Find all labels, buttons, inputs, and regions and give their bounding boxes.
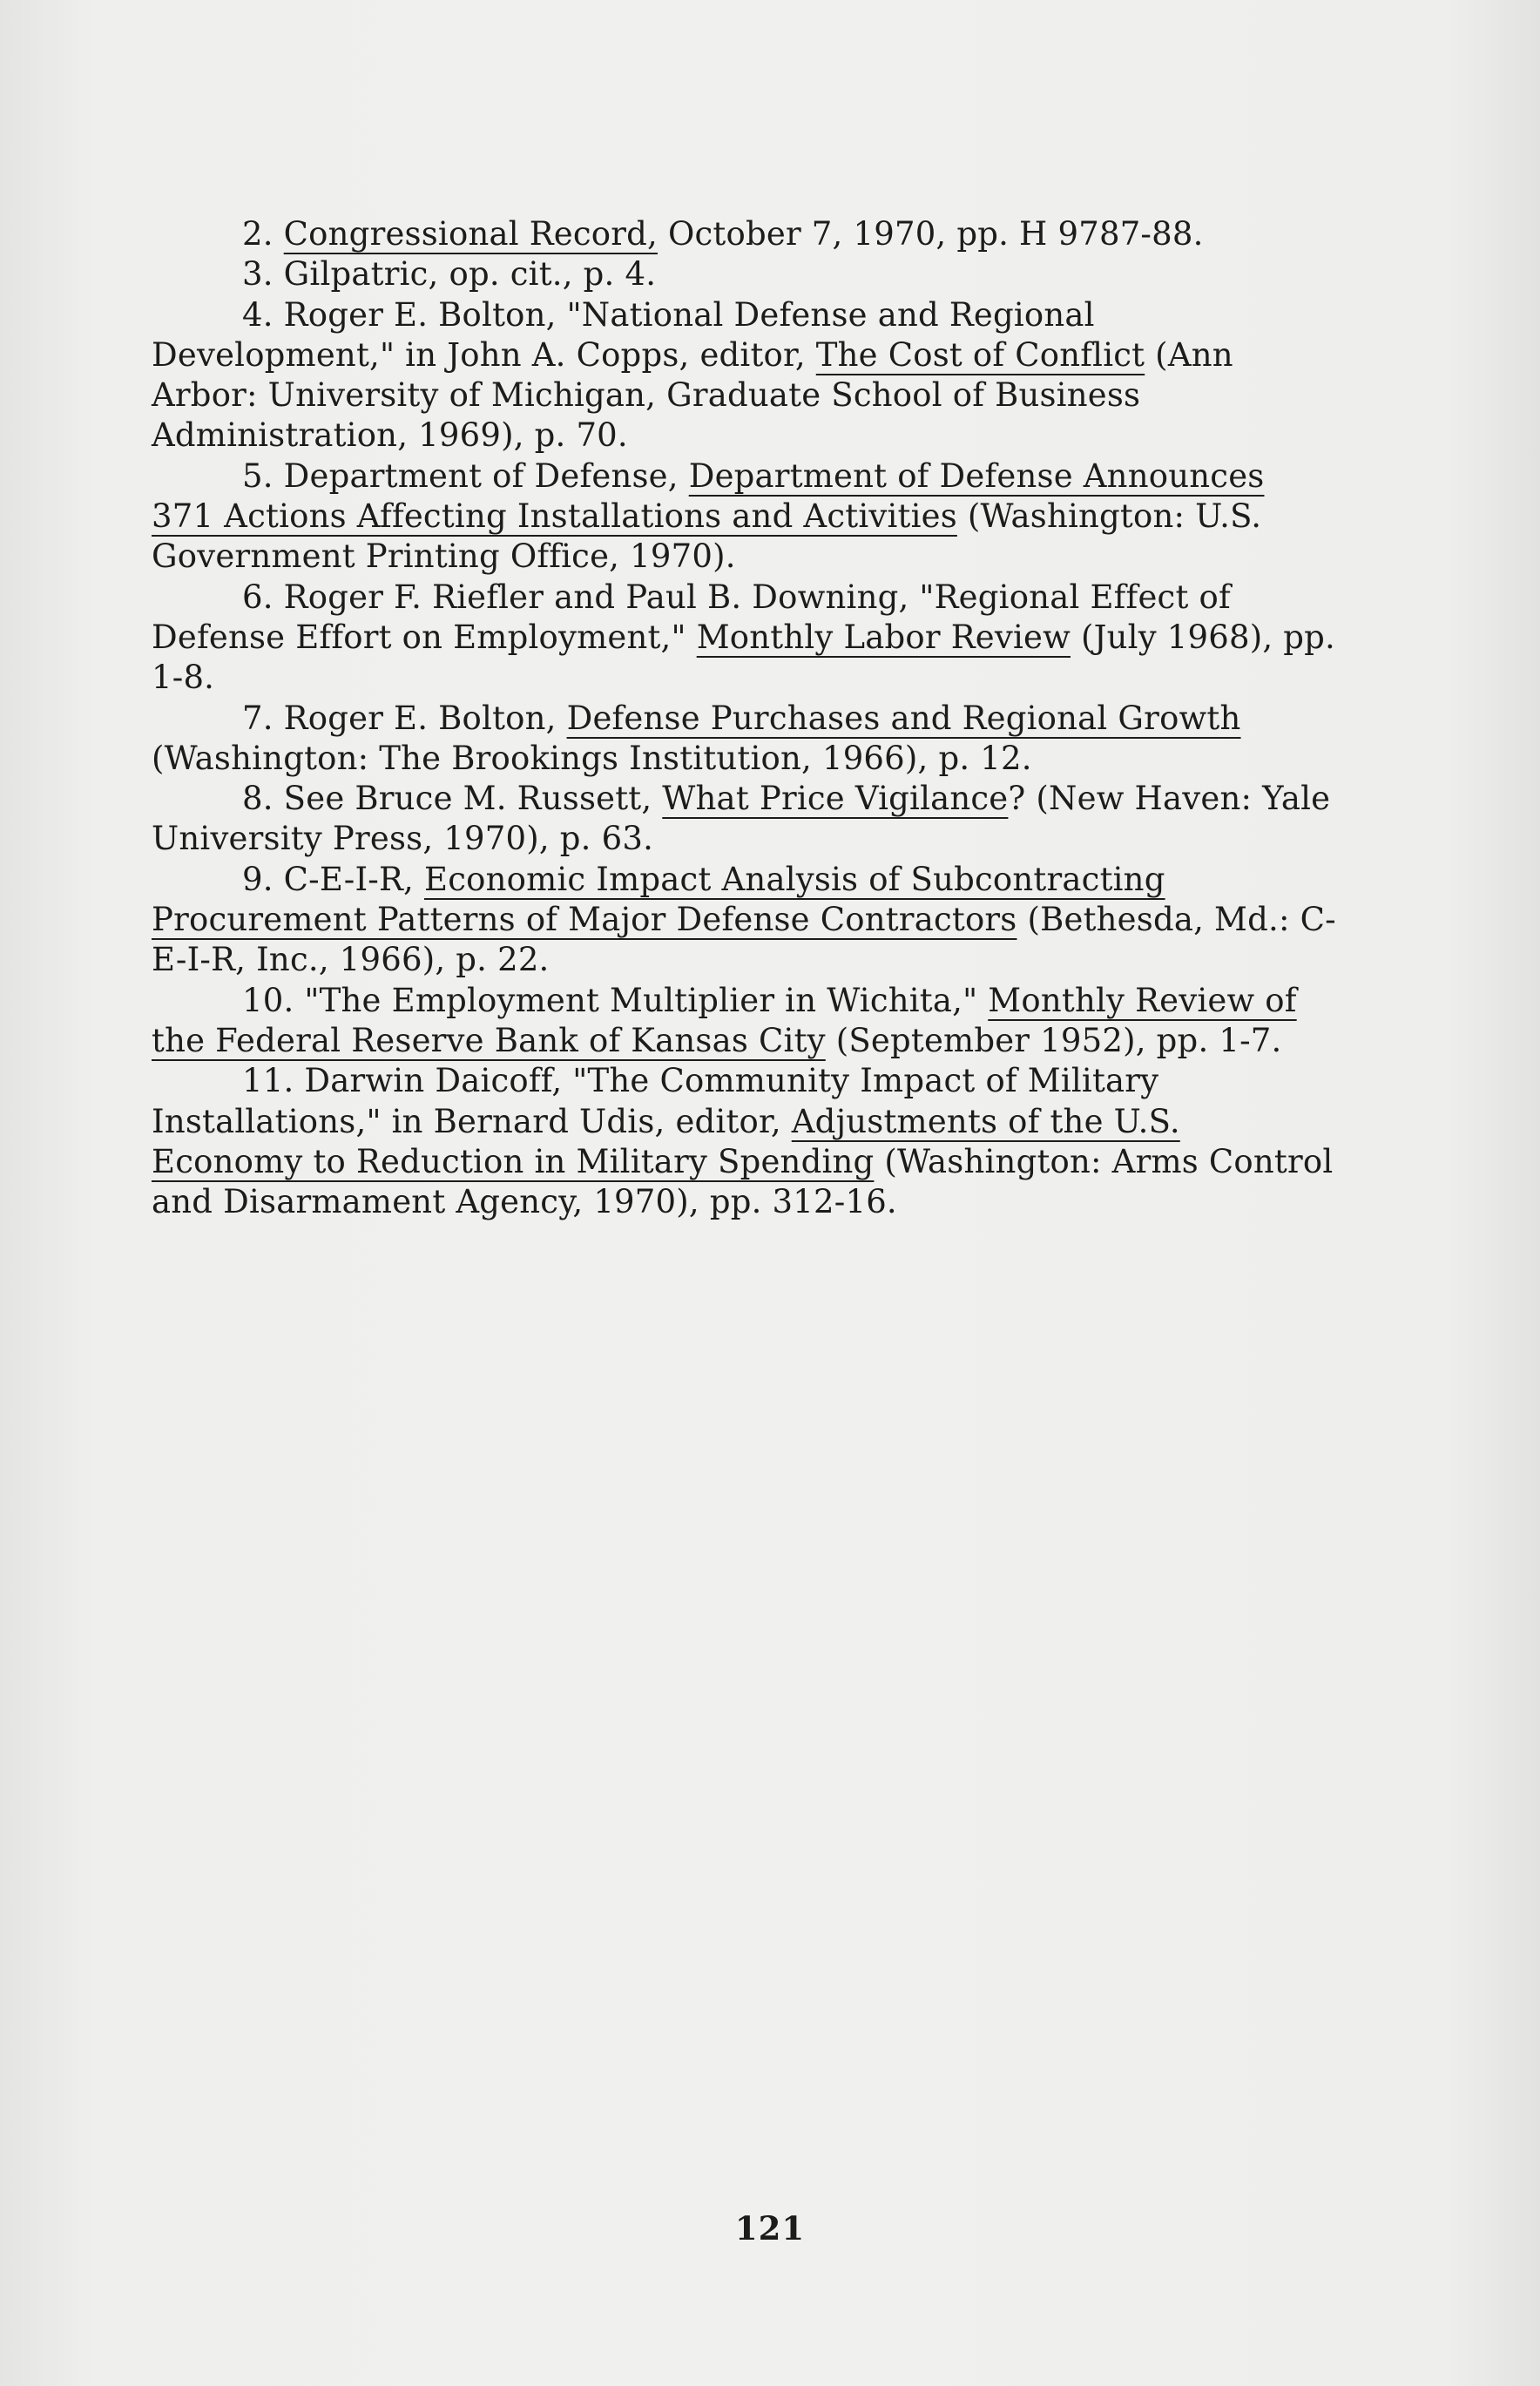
endnote-text: (Washington: U.S. Government Printing Office, 1970).: [152, 497, 1262, 576]
endnote: [152, 1061, 1336, 1222]
endnote-text: (Washington: Arms Control and Disarmament Agency, 1970), pp. 312-16.: [152, 1142, 1334, 1221]
endnote-title: The Cost of Conflict: [815, 335, 1145, 374]
endnote-number: 9.: [242, 860, 274, 898]
endnote-text: Department of Defense,: [283, 456, 689, 495]
endnote-title: Congressional Record,: [283, 215, 659, 253]
endnote-title: Monthly Labor Review: [696, 618, 1071, 656]
endnote-title: Monthly Review of the Federal Reserve Bank of Kansas City: [152, 981, 1297, 1059]
endnote: [152, 578, 1336, 699]
endnote: [152, 295, 1336, 456]
endnote-text: "The Employment Multiplier in Wichita,": [304, 981, 989, 1019]
endnote-text: (July 1968), pp. 1-8.: [152, 618, 1336, 697]
endnote-text: Roger E. Bolton, "National Defense and Regional Development," in John A. Copps, editor,: [152, 295, 1095, 374]
endnote-number: 6.: [242, 578, 274, 616]
endnote-title: Defense Purchases and Regional Growth: [566, 699, 1241, 737]
endnote-text: C-E-I-R,: [283, 860, 424, 898]
endnote: [152, 699, 1336, 780]
endnote-title: Adjustments of the U.S. Economy to Reduction in Military Spending: [152, 1102, 1180, 1180]
endnote: [152, 981, 1336, 1062]
endnote: [152, 860, 1336, 981]
endnote-title: What Price Vigilance: [662, 780, 1009, 818]
endnote-text: Roger E. Bolton,: [283, 699, 567, 737]
endnote-text: (September 1952), pp. 1-7.: [825, 1021, 1282, 1059]
page-number: 121: [734, 2209, 806, 2247]
endnote: [152, 254, 1336, 294]
endnote-number: 3.: [242, 255, 274, 294]
endnote-text: Gilpatric, op. cit., p. 4.: [283, 255, 657, 294]
endnote: [152, 214, 1336, 254]
endnote: [152, 456, 1336, 578]
endnote-text: See Bruce M. Russett,: [283, 780, 663, 818]
endnote-title: Department of Defense Announces 371 Actions Affecting Installations and Activities: [152, 456, 1265, 536]
endnote-text: Darwin Daicoff, "The Community Impact of Military Installations," in Bernard Udis, editor,: [152, 1062, 1159, 1140]
endnote-number: 10.: [242, 981, 294, 1019]
endnote-text: Roger F. Riefler and Paul B. Downing, "Regional Effect of Defense Effort on Employment,": [152, 578, 1231, 656]
endnote-text: (Ann Arbor: University of Michigan, Graduate School of Business Administration, 1969), p. 70.: [152, 335, 1233, 455]
endnote-text: (Washington: The Brookings Institution, 1966), p. 12.: [152, 739, 1032, 777]
endnote-number: 7.: [242, 699, 274, 737]
endnotes-list: [152, 214, 1336, 1222]
endnote: [152, 779, 1336, 860]
endnote-number: 8.: [242, 780, 274, 818]
endnote-title: Economic Impact Analysis of Subcontracting Procurement Patterns of Major Defense Contractors: [152, 860, 1165, 939]
endnote-text: ? (New Haven: Yale University Press, 1970), p. 63.: [152, 780, 1331, 858]
endnote-text: (Bethesda, Md.: C-E-I-R, Inc., 1966), p. 22.: [152, 901, 1336, 979]
endnote-number: 5.: [242, 456, 274, 495]
endnote-number: 4.: [242, 295, 274, 334]
endnote-number: 2.: [242, 215, 274, 253]
endnote-number: 11.: [242, 1062, 294, 1100]
endnote-text: October 7, 1970, pp. H 9787-88.: [658, 215, 1204, 253]
